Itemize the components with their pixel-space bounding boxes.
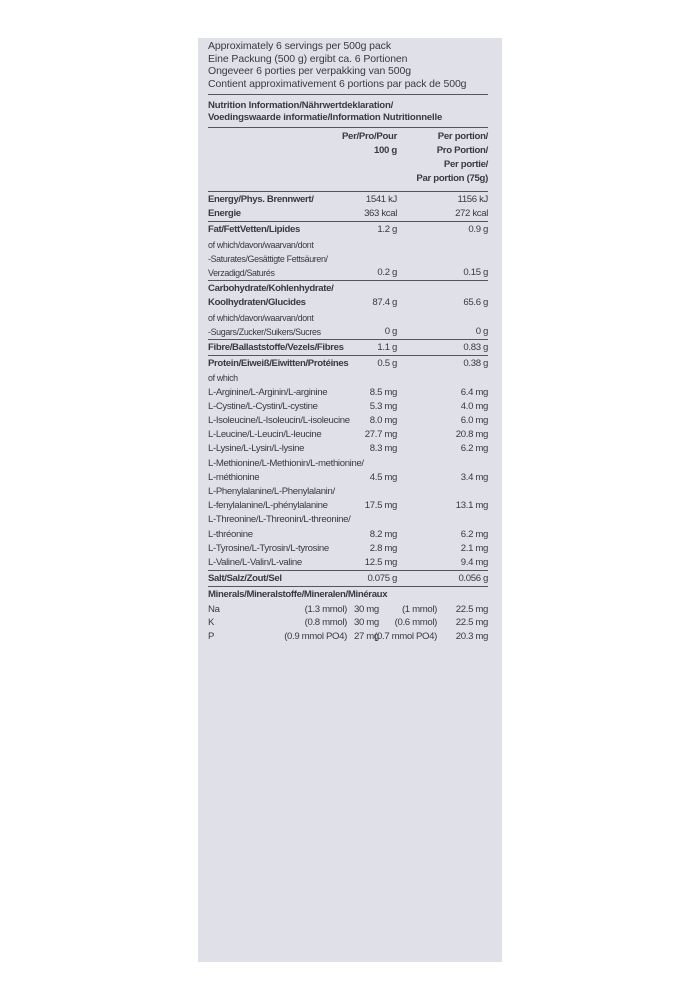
amino-acid-value-portion: 3.4 mg: [460, 471, 488, 483]
mineral-list: [208, 603, 488, 644]
amino-acid-label: L-Arginine/L-Arginin/L-arginine: [208, 386, 328, 398]
mineral-mmol-portion: (1 mmol): [401, 603, 437, 615]
mineral-value-100g: 27 mg: [354, 630, 379, 642]
amino-acid-value-100g: 8.2 mg: [369, 528, 397, 540]
amino-acid-label: L-Leucine/L-Leucin/L-leucine: [208, 429, 322, 441]
mineral-row: [208, 616, 488, 630]
column-header-per-portion: Per portion/ Pro Portion/ Per portie/ Par portion (75g): [416, 131, 488, 184]
sugars-value-100g: 0 g: [384, 325, 397, 337]
amino-acid-value-portion: 6.4 mg: [460, 386, 488, 398]
serving-info: [208, 40, 488, 90]
salt-value-100g: 0.075 g: [367, 573, 397, 585]
carbohydrate-label: Carbohydrate/Kohlenhydrate/: [208, 283, 334, 295]
amino-acid-value-100g: 8.0 mg: [369, 415, 397, 427]
amino-acid-row: [208, 442, 488, 456]
energy-row: [208, 192, 488, 221]
amino-acid-value-portion: 6.2 mg: [460, 443, 488, 455]
nutrition-content: [208, 40, 488, 643]
mineral-mmol-portion: (0.6 mmol): [394, 617, 437, 629]
amino-acid-value-portion: 2.1 mg: [460, 542, 488, 554]
amino-acid-label: L-Lysine/L-Lysin/L-lysine: [208, 443, 305, 455]
carbohydrate-label-2: Koolhydraten/Glucides: [208, 297, 306, 309]
table-title-line-1: Nutrition Information/Nährwertdeklaration/: [208, 100, 394, 111]
protein-value-100g: 0.5 g: [377, 358, 397, 370]
protein-label: Protein/Eiweiß/Eiwitten/Protéines: [208, 358, 349, 370]
amino-acid-label: L-Valine/L-Valin/L-valine: [208, 557, 302, 569]
mineral-symbol: K: [208, 617, 215, 629]
amino-acid-label: L-fenylalanine/L-phénylalanine: [208, 500, 328, 512]
carbohydrate-value-portion: 65.6 g: [463, 297, 488, 309]
amino-acid-label: L-méthionine: [208, 471, 260, 483]
amino-acid-row: [208, 428, 488, 442]
fat-value-100g: 1.2 g: [377, 224, 397, 236]
amino-acid-label: L-Threonine/L-Threonin/L-threonine/: [208, 514, 351, 526]
sugars-value-portion: 0 g: [475, 325, 488, 337]
mineral-mmol-100g: (0.8 mmol): [304, 617, 347, 629]
minerals-section: [208, 587, 488, 602]
amino-acid-value-100g: 12.5 mg: [364, 557, 397, 569]
amino-acid-list: [208, 386, 488, 571]
minerals-title: Minerals/Mineralstoffe/Mineralen/Minéraux: [208, 589, 388, 601]
amino-acid-row: [208, 457, 488, 485]
divider: [208, 94, 488, 95]
fat-row: [208, 222, 488, 280]
fibre-row: [208, 340, 488, 355]
serving-line-fr: Contient approximativement 6 portions par pack de 500g: [208, 77, 467, 90]
amino-acid-label: L-Phenylalanine/L-Phenylalanin/: [208, 486, 335, 498]
energy-label: Energy/Phys. Brennwert/: [208, 194, 314, 205]
amino-acid-value-100g: 17.5 mg: [364, 500, 397, 512]
column-header-per-100g: Per/Pro/Pour 100 g: [341, 131, 397, 156]
amino-acid-row: [208, 542, 488, 556]
amino-acid-value-portion: 6.2 mg: [460, 528, 488, 540]
mineral-row: [208, 630, 488, 644]
carbohydrate-of-which: of which/davon/waarvan/dont: [208, 312, 314, 323]
fat-label: Fat/FettVetten/Lipides: [208, 224, 300, 236]
energy-value-100g: 1541 kJ 363 kcal: [364, 194, 397, 220]
mineral-row: [208, 603, 488, 617]
mineral-value-100g: 30 mg: [354, 617, 379, 629]
salt-row: [208, 571, 488, 586]
protein-of-which: of which: [208, 373, 238, 384]
column-headers: [208, 128, 488, 191]
amino-acid-label: L-Cystine/L-Cystin/L-cystine: [208, 400, 318, 412]
fibre-label: Fibre/Ballaststoffe/Vezels/Fibres: [208, 342, 344, 354]
fibre-value-portion: 0.83 g: [463, 342, 488, 354]
saturates-value-100g: 0.2 g: [377, 267, 397, 278]
fat-value-portion: 0.9 g: [468, 224, 488, 236]
mineral-symbol: Na: [208, 603, 220, 615]
amino-acid-label: L-thréonine: [208, 528, 253, 540]
amino-acid-row: [208, 414, 488, 428]
mineral-value-portion: 22.5 mg: [455, 617, 488, 629]
amino-acid-value-portion: 9.4 mg: [460, 557, 488, 569]
amino-acid-value-portion: 20.8 mg: [455, 429, 488, 441]
amino-acid-row: [208, 386, 488, 400]
saturates-label-2: Verzadigd/Saturés: [208, 268, 275, 279]
amino-acid-value-100g: 4.5 mg: [369, 471, 397, 483]
protein-row: [208, 356, 488, 385]
amino-acid-value-portion: 13.1 mg: [455, 500, 488, 512]
table-title-line-2: Voedingswaarde informatie/Information Nutritionnelle: [208, 112, 443, 123]
mineral-value-portion: 22.5 mg: [455, 603, 488, 615]
amino-acid-value-100g: 5.3 mg: [369, 400, 397, 412]
protein-value-portion: 0.38 g: [463, 358, 488, 370]
salt-label: Salt/Salz/Zout/Sel: [208, 573, 282, 585]
serving-line-nl: Ongeveer 6 porties per verpakking van 500g: [208, 65, 412, 77]
nutrition-panel: [198, 38, 502, 962]
table-title: [208, 100, 488, 124]
salt-value-portion: 0.056 g: [458, 573, 488, 585]
amino-acid-row: [208, 556, 488, 570]
amino-acid-label: L-Methionine/L-Methionin/L-methionine/: [208, 457, 364, 469]
fibre-value-100g: 1.1 g: [377, 342, 397, 354]
saturates-label: -Saturates/Gesättigte Fettsäuren/: [208, 253, 328, 264]
amino-acid-value-100g: 27.7 mg: [364, 429, 397, 441]
energy-value-portion: 1156 kJ 272 kcal: [455, 194, 488, 220]
mineral-symbol: P: [208, 630, 215, 642]
mineral-mmol-100g: (1.3 mmol): [304, 603, 347, 615]
carbohydrate-row: [208, 281, 488, 339]
amino-acid-row: [208, 485, 488, 513]
saturates-value-portion: 0.15 g: [463, 267, 488, 278]
mineral-value-100g: 30 mg: [354, 603, 379, 615]
mineral-value-portion: 20.3 mg: [455, 630, 488, 642]
amino-acid-value-100g: 8.5 mg: [369, 386, 397, 398]
amino-acid-row: [208, 513, 488, 541]
amino-acid-label: L-Tyrosine/L-Tyrosin/L-tyrosine: [208, 542, 329, 554]
amino-acid-value-portion: 6.0 mg: [460, 415, 488, 427]
amino-acid-value-portion: 4.0 mg: [460, 400, 488, 412]
amino-acid-value-100g: 8.3 mg: [369, 443, 397, 455]
fat-of-which: of which/davon/waarvan/dont: [208, 239, 314, 250]
amino-acid-label: L-Isoleucine/L-Isoleucin/L-isoleucine: [208, 415, 350, 427]
energy-label-2: Energie: [208, 208, 241, 220]
serving-line-de: Eine Packung (500 g) ergibt ca. 6 Portionen: [208, 52, 408, 65]
amino-acid-row: [208, 400, 488, 414]
serving-line-en: Approximately 6 servings per 500g pack: [208, 40, 391, 52]
amino-acid-value-100g: 2.8 mg: [369, 542, 397, 554]
mineral-mmol-portion: (0.7 mmol PO4): [374, 630, 437, 642]
sugars-label: -Sugars/Zucker/Suikers/Sucres: [208, 326, 321, 337]
mineral-mmol-100g: (0.9 mmol PO4): [284, 630, 347, 642]
carbohydrate-value-100g: 87.4 g: [372, 297, 397, 309]
